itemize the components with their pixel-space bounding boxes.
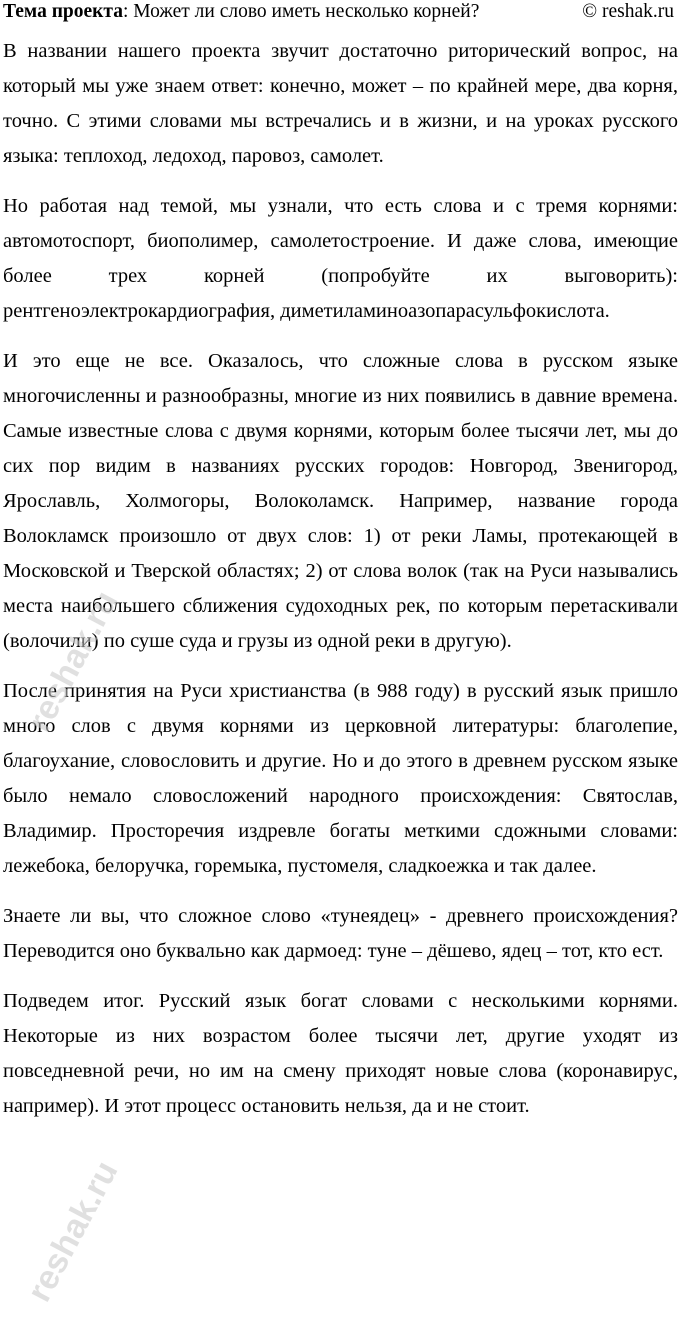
reshak-watermark: reshak.ru — [20, 1154, 126, 1308]
paragraph-tuneyadets: Знаете ли вы, что сложное слово «тунеядец» - древнего происхождения? Переводится оно буквально как дармоед: туне – дёшево, ядец – тот, кто ест. — [3, 905, 678, 962]
paragraph-city-names: И это еще не все. Оказалось, что сложные слова в русском языке многочисленны и разнообразны, многие из них появились в давние времена. Самые известные слова с двумя корнями, которым более тысячи лет, мы до сих пор видим в названиях русских городов: Новгород, Звенигород, Ярославль, Холмогоры, Волоколамск. Например, название города Волокламск произошло от двух слов: 1) от реки Ламы, протекающей в Московской и Тверской областях; 2) от слова волок (так на Руси назывались места наибольшего сближения судоходных рек, по которым перетаскивали (волочили) по суше суда и грузы из одной реки в другую). — [3, 350, 678, 652]
source-credit: © reshak.ru — [582, 1, 674, 22]
paragraph-conclusion: Подведем итог. Русский язык богат словами с несколькими корнями. Некоторые из них возрастом более тысячи лет, другие уходят из повседневной речи, но им на смену приходят новые слова (коронавирус, например). И этот процесс остановить нельзя, да и не стоит. — [3, 990, 678, 1117]
paragraph-intro: В названии нашего проекта звучит достаточно риторический вопрос, на который мы уже знаем ответ: конечно, может – по крайней мере, два корня, точно. С этими словами мы встречались и в жизни, и на уроках русского языка: теплоход, ледоход, паровоз, самолет. — [3, 40, 678, 167]
reshak-watermark: reshak.ru — [20, 584, 126, 738]
project-topic-header — [3, 0, 678, 24]
paragraph-christianity: После принятия на Руси христианства (в 988 году) в русский язык пришло много слов с двумя корнями из церковной литературы: благолепие, благоухание, словословить и другие. Но и до этого в древнем русском языке было немало словосложений народного происхождения: Святослав, Владимир. Просторечия издревле богаты меткими сдожными словами: лежебока, белоручка, горемыка, пустомеля, сладкоежка и так далее. — [3, 680, 678, 877]
essay-body — [3, 34, 678, 1124]
topic-label: Тема проекта — [3, 1, 123, 22]
paragraph-three-roots: Но работая над темой, мы узнали, что есть слова и с тремя корнями: автомотоспорт, биополимер, самолетостроение. И даже слова, имеющие более трех корней (попробуйте их выговорить): рентгеноэлектрокардиография, диметиламиноазопарасульфокислота. — [3, 195, 678, 322]
topic-title: : Может ли слово иметь несколько корней? — [122, 1, 480, 22]
